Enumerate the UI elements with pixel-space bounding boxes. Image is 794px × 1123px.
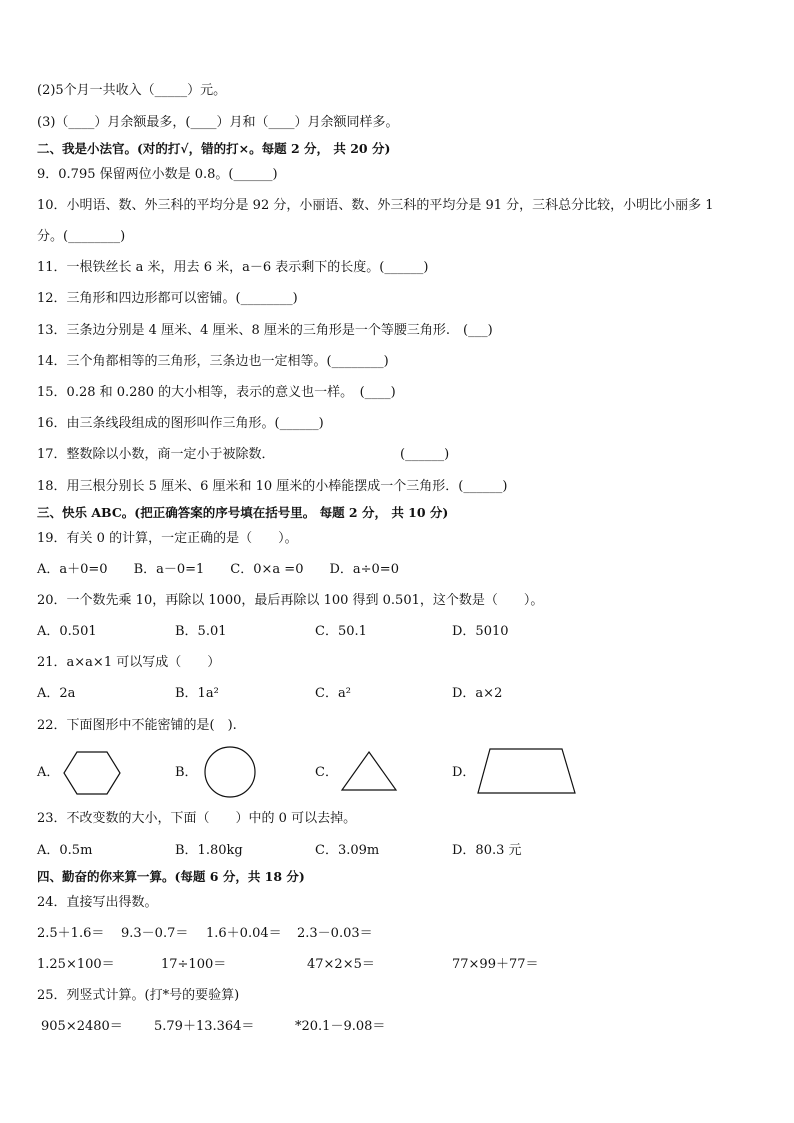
question-20-option-b: B．5.01 [175, 624, 227, 639]
question-18: 18．用三根分别长 5 厘米、6 厘米和 10 厘米的小棒能摆成一个三角形．(______) [37, 479, 508, 494]
calc-item: 1.25×100＝ [37, 957, 115, 972]
question-21-option-c: C．a² [315, 686, 351, 701]
question-14: 14．三个角都相等的三角形，三条边也一定相等。(________) [37, 354, 389, 369]
calc-item: 9.3－0.7＝ [121, 926, 189, 941]
question-25: 25．列竖式计算。(打*号的要验算) [37, 988, 240, 1003]
section-header-multiple-choice: 三、快乐 ABC。(把正确答案的序号填在括号里。 每题 2 分， 共 10 分) [37, 505, 449, 520]
question-16: 16．由三条线段组成的图形叫作三角形。(______) [37, 416, 324, 431]
question-22-option-c: C． [315, 765, 338, 780]
vertical-calc-item: 905×2480＝ [41, 1019, 123, 1034]
question-21-option-d: D．a×2 [452, 686, 503, 701]
calc-item: 1.6＋0.04＝ [206, 926, 282, 941]
question-22-option-d: D． [452, 765, 476, 780]
section-header-calculation: 四、勤奋的你来算一算。(每题 6 分，共 18 分) [37, 869, 305, 884]
question-21-option-a: A．2a [37, 686, 76, 701]
question-23-option-c: C．3.09m [315, 843, 380, 858]
calc-item: 2.3－0.03＝ [297, 926, 373, 941]
question-21: 21．a×a×1 可以写成（ ） [37, 655, 221, 670]
calc-item: 77×99＋77＝ [452, 957, 539, 972]
question-10-line1: 10．小明语、数、外三科的平均分是 92 分，小丽语、数、外三科的平均分是 91 分，三科总分比较，小明比小丽多 1 [37, 198, 714, 213]
question-17-blank: (______) [400, 447, 450, 462]
question-22: 22．下面图形中不能密铺的是( ). [37, 718, 237, 733]
question-24: 24．直接写出得数。 [37, 895, 158, 910]
question-20-option-c: C．50.1 [315, 624, 367, 639]
question-20-option-d: D．5010 [452, 624, 509, 639]
question-15: 15．0.28 和 0.280 的大小相等，表示的意义也一样。 (____) [37, 385, 396, 400]
question-12: 12．三角形和四边形都可以密铺。(________) [37, 291, 298, 306]
calc-item: 47×2×5＝ [307, 957, 375, 972]
line-balance-most: (3)（____）月余额最多，(____）月和（____）月余额同样多。 [37, 115, 399, 130]
question-23-option-d: D．80.3 元 [452, 843, 522, 858]
question-21-option-b: B．1a² [175, 686, 219, 701]
circle-icon [203, 745, 257, 799]
question-13: 13．三条边分别是 4 厘米、4 厘米、8 厘米的三角形是一个等腰三角形. (___) [37, 323, 493, 338]
question-9: 9．0.795 保留两位小数是 0.8。(______) [37, 167, 278, 182]
vertical-calc-item: *20.1－9.08＝ [295, 1019, 386, 1034]
triangle-icon [340, 750, 398, 792]
question-23-option-a: A．0.5m [37, 843, 93, 858]
question-23: 23．不改变数的大小，下面（ ）中的 0 可以去掉。 [37, 811, 357, 826]
question-20: 20．一个数先乘 10，再除以 1000，最后再除以 100 得到 0.501，这个数是（ ）。 [37, 593, 544, 608]
question-11: 11．一根铁丝长 a 米，用去 6 米，a－6 表示剩下的长度。(______) [37, 260, 429, 275]
question-22-option-b: B． [175, 765, 198, 780]
question-10-line2: 分。(________) [37, 229, 126, 244]
calc-item: 17÷100＝ [161, 957, 227, 972]
question-22-option-a: A． [37, 765, 60, 780]
question-20-option-a: A．0.501 [37, 624, 97, 639]
hexagon-icon [62, 750, 122, 796]
question-17: 17．整数除以小数，商一定小于被除数． [37, 447, 275, 462]
question-23-option-b: B．1.80kg [175, 843, 243, 858]
trapezoid-icon [476, 746, 578, 796]
section-header-true-false: 二、我是小法官。(对的打√，错的打×。每题 2 分， 共 20 分) [37, 141, 391, 156]
vertical-calc-item: 5.79＋13.364＝ [154, 1019, 255, 1034]
calc-item: 2.5＋1.6＝ [37, 926, 105, 941]
question-19: 19．有关 0 的计算，一定正确的是（ ）。 [37, 531, 298, 546]
question-19-options: A．a＋0=0 B．a－0=1 C．0×a =0 D．a÷0=0 [37, 562, 399, 577]
line-income-total: (2)5个月一共收入（_____）元。 [37, 83, 227, 98]
